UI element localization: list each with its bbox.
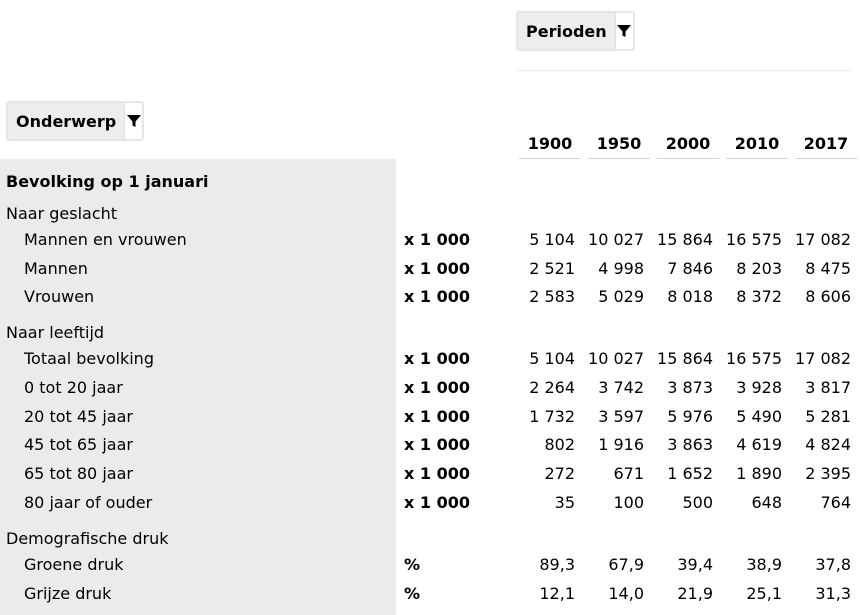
table-cell-1900: 802 xyxy=(544,435,575,454)
row-unit: % xyxy=(404,555,421,574)
period-header-2000: 2000 xyxy=(657,134,719,159)
table-cell-2000: 3 873 xyxy=(667,378,713,397)
table-cell-1950: 671 xyxy=(613,464,644,483)
table-cell-2000: 500 xyxy=(682,493,713,512)
table-cell-2017: 3 817 xyxy=(805,378,851,397)
table-row xyxy=(0,489,860,517)
table-cell-2017: 17 082 xyxy=(795,349,851,368)
table-row xyxy=(0,345,860,373)
period-header-1900: 1900 xyxy=(519,134,581,159)
table-cell-1950: 5 029 xyxy=(598,287,644,306)
filter-icon[interactable] xyxy=(124,103,142,139)
table-group-row xyxy=(0,525,860,553)
table-row xyxy=(0,255,860,283)
table-cell-2017: 37,8 xyxy=(815,555,851,574)
table-cell-2010: 16 575 xyxy=(726,230,782,249)
table-cell-2010: 5 490 xyxy=(736,407,782,426)
table-cell-2010: 8 203 xyxy=(736,259,782,278)
row-unit: x 1 000 xyxy=(404,287,470,306)
row-label: Bevolking op 1 januari xyxy=(6,172,209,191)
row-label: Grijze druk xyxy=(24,584,112,603)
row-unit: x 1 000 xyxy=(404,407,470,426)
table-cell-2000: 39,4 xyxy=(677,555,713,574)
table-cell-2010: 4 619 xyxy=(736,435,782,454)
table-cell-2000: 15 864 xyxy=(657,230,713,249)
table-cell-1950: 3 742 xyxy=(598,378,644,397)
row-label: Naar geslacht xyxy=(6,204,118,223)
table-cell-2017: 31,3 xyxy=(815,584,851,603)
table-cell-1950: 100 xyxy=(613,493,644,512)
table-cell-1950: 1 916 xyxy=(598,435,644,454)
table-cell-2010: 648 xyxy=(751,493,782,512)
table-cell-1900: 272 xyxy=(544,464,575,483)
row-unit: x 1 000 xyxy=(404,464,470,483)
table-cell-2000: 21,9 xyxy=(677,584,713,603)
table-cell-2010: 1 890 xyxy=(736,464,782,483)
onderwerp-filter-label: Onderwerp xyxy=(16,111,117,131)
table-cell-1900: 5 104 xyxy=(529,349,575,368)
row-label: Demografische druk xyxy=(6,529,169,548)
table-cell-2010: 25,1 xyxy=(746,584,782,603)
table-cell-1950: 10 027 xyxy=(588,349,644,368)
row-label: Mannen en vrouwen xyxy=(24,230,187,249)
row-label: 45 tot 65 jaar xyxy=(24,435,133,454)
row-label: Totaal bevolking xyxy=(24,349,154,368)
table-cell-1900: 12,1 xyxy=(539,584,575,603)
table-cell-2000: 1 652 xyxy=(667,464,713,483)
table-cell-2000: 3 863 xyxy=(667,435,713,454)
table-cell-2010: 38,9 xyxy=(746,555,782,574)
row-unit: x 1 000 xyxy=(404,435,470,454)
table-heading-row xyxy=(0,168,860,196)
table-cell-2017: 2 395 xyxy=(805,464,851,483)
period-header-2010: 2010 xyxy=(726,134,788,159)
table-cell-1950: 4 998 xyxy=(598,259,644,278)
table-row xyxy=(0,226,860,254)
table-cell-2017: 764 xyxy=(820,493,851,512)
table-row xyxy=(0,460,860,488)
period-header-divider xyxy=(516,70,852,71)
perioden-filter-button[interactable] xyxy=(516,11,635,51)
row-unit: x 1 000 xyxy=(404,259,470,278)
table-cell-1900: 89,3 xyxy=(539,555,575,574)
table-cell-2000: 15 864 xyxy=(657,349,713,368)
table-row xyxy=(0,580,860,608)
table-cell-1900: 35 xyxy=(554,493,575,512)
table-cell-2000: 7 846 xyxy=(667,259,713,278)
table-cell-2017: 5 281 xyxy=(805,407,851,426)
row-label: 0 tot 20 jaar xyxy=(24,378,123,397)
row-label: Groene druk xyxy=(24,555,124,574)
row-unit: x 1 000 xyxy=(404,378,470,397)
period-header-1950: 1950 xyxy=(588,134,650,159)
table-cell-1900: 2 264 xyxy=(529,378,575,397)
table-cell-2010: 3 928 xyxy=(736,378,782,397)
row-label: Vrouwen xyxy=(24,287,95,306)
filter-icon[interactable] xyxy=(615,13,633,49)
table-row xyxy=(0,374,860,402)
table-cell-2017: 8 475 xyxy=(805,259,851,278)
table-cell-1950: 14,0 xyxy=(608,584,644,603)
table-row xyxy=(0,431,860,459)
onderwerp-filter-button[interactable] xyxy=(6,101,144,141)
table-cell-1950: 10 027 xyxy=(588,230,644,249)
perioden-filter-label: Perioden xyxy=(526,21,607,41)
table-cell-1900: 2 521 xyxy=(529,259,575,278)
row-unit: x 1 000 xyxy=(404,493,470,512)
table-cell-1950: 67,9 xyxy=(608,555,644,574)
table-row xyxy=(0,403,860,431)
table-cell-2000: 5 976 xyxy=(667,407,713,426)
table-cell-2010: 8 372 xyxy=(736,287,782,306)
table-cell-1900: 2 583 xyxy=(529,287,575,306)
row-unit: x 1 000 xyxy=(404,349,470,368)
table-group-row xyxy=(0,200,860,228)
table-row xyxy=(0,283,860,311)
row-label: Naar leeftijd xyxy=(6,323,105,342)
row-unit: % xyxy=(404,584,421,603)
table-cell-1900: 1 732 xyxy=(529,407,575,426)
table-row xyxy=(0,551,860,579)
row-label: 20 tot 45 jaar xyxy=(24,407,133,426)
table-cell-1900: 5 104 xyxy=(529,230,575,249)
table-cell-2017: 4 824 xyxy=(805,435,851,454)
table-cell-2010: 16 575 xyxy=(726,349,782,368)
row-unit: x 1 000 xyxy=(404,230,470,249)
table-cell-2000: 8 018 xyxy=(667,287,713,306)
table-cell-2017: 8 606 xyxy=(805,287,851,306)
table-cell-2017: 17 082 xyxy=(795,230,851,249)
row-label: Mannen xyxy=(24,259,88,278)
table-group-row xyxy=(0,319,860,347)
period-header-2017: 2017 xyxy=(795,134,857,159)
table-cell-1950: 3 597 xyxy=(598,407,644,426)
row-label: 80 jaar of ouder xyxy=(24,493,153,512)
row-label: 65 tot 80 jaar xyxy=(24,464,133,483)
